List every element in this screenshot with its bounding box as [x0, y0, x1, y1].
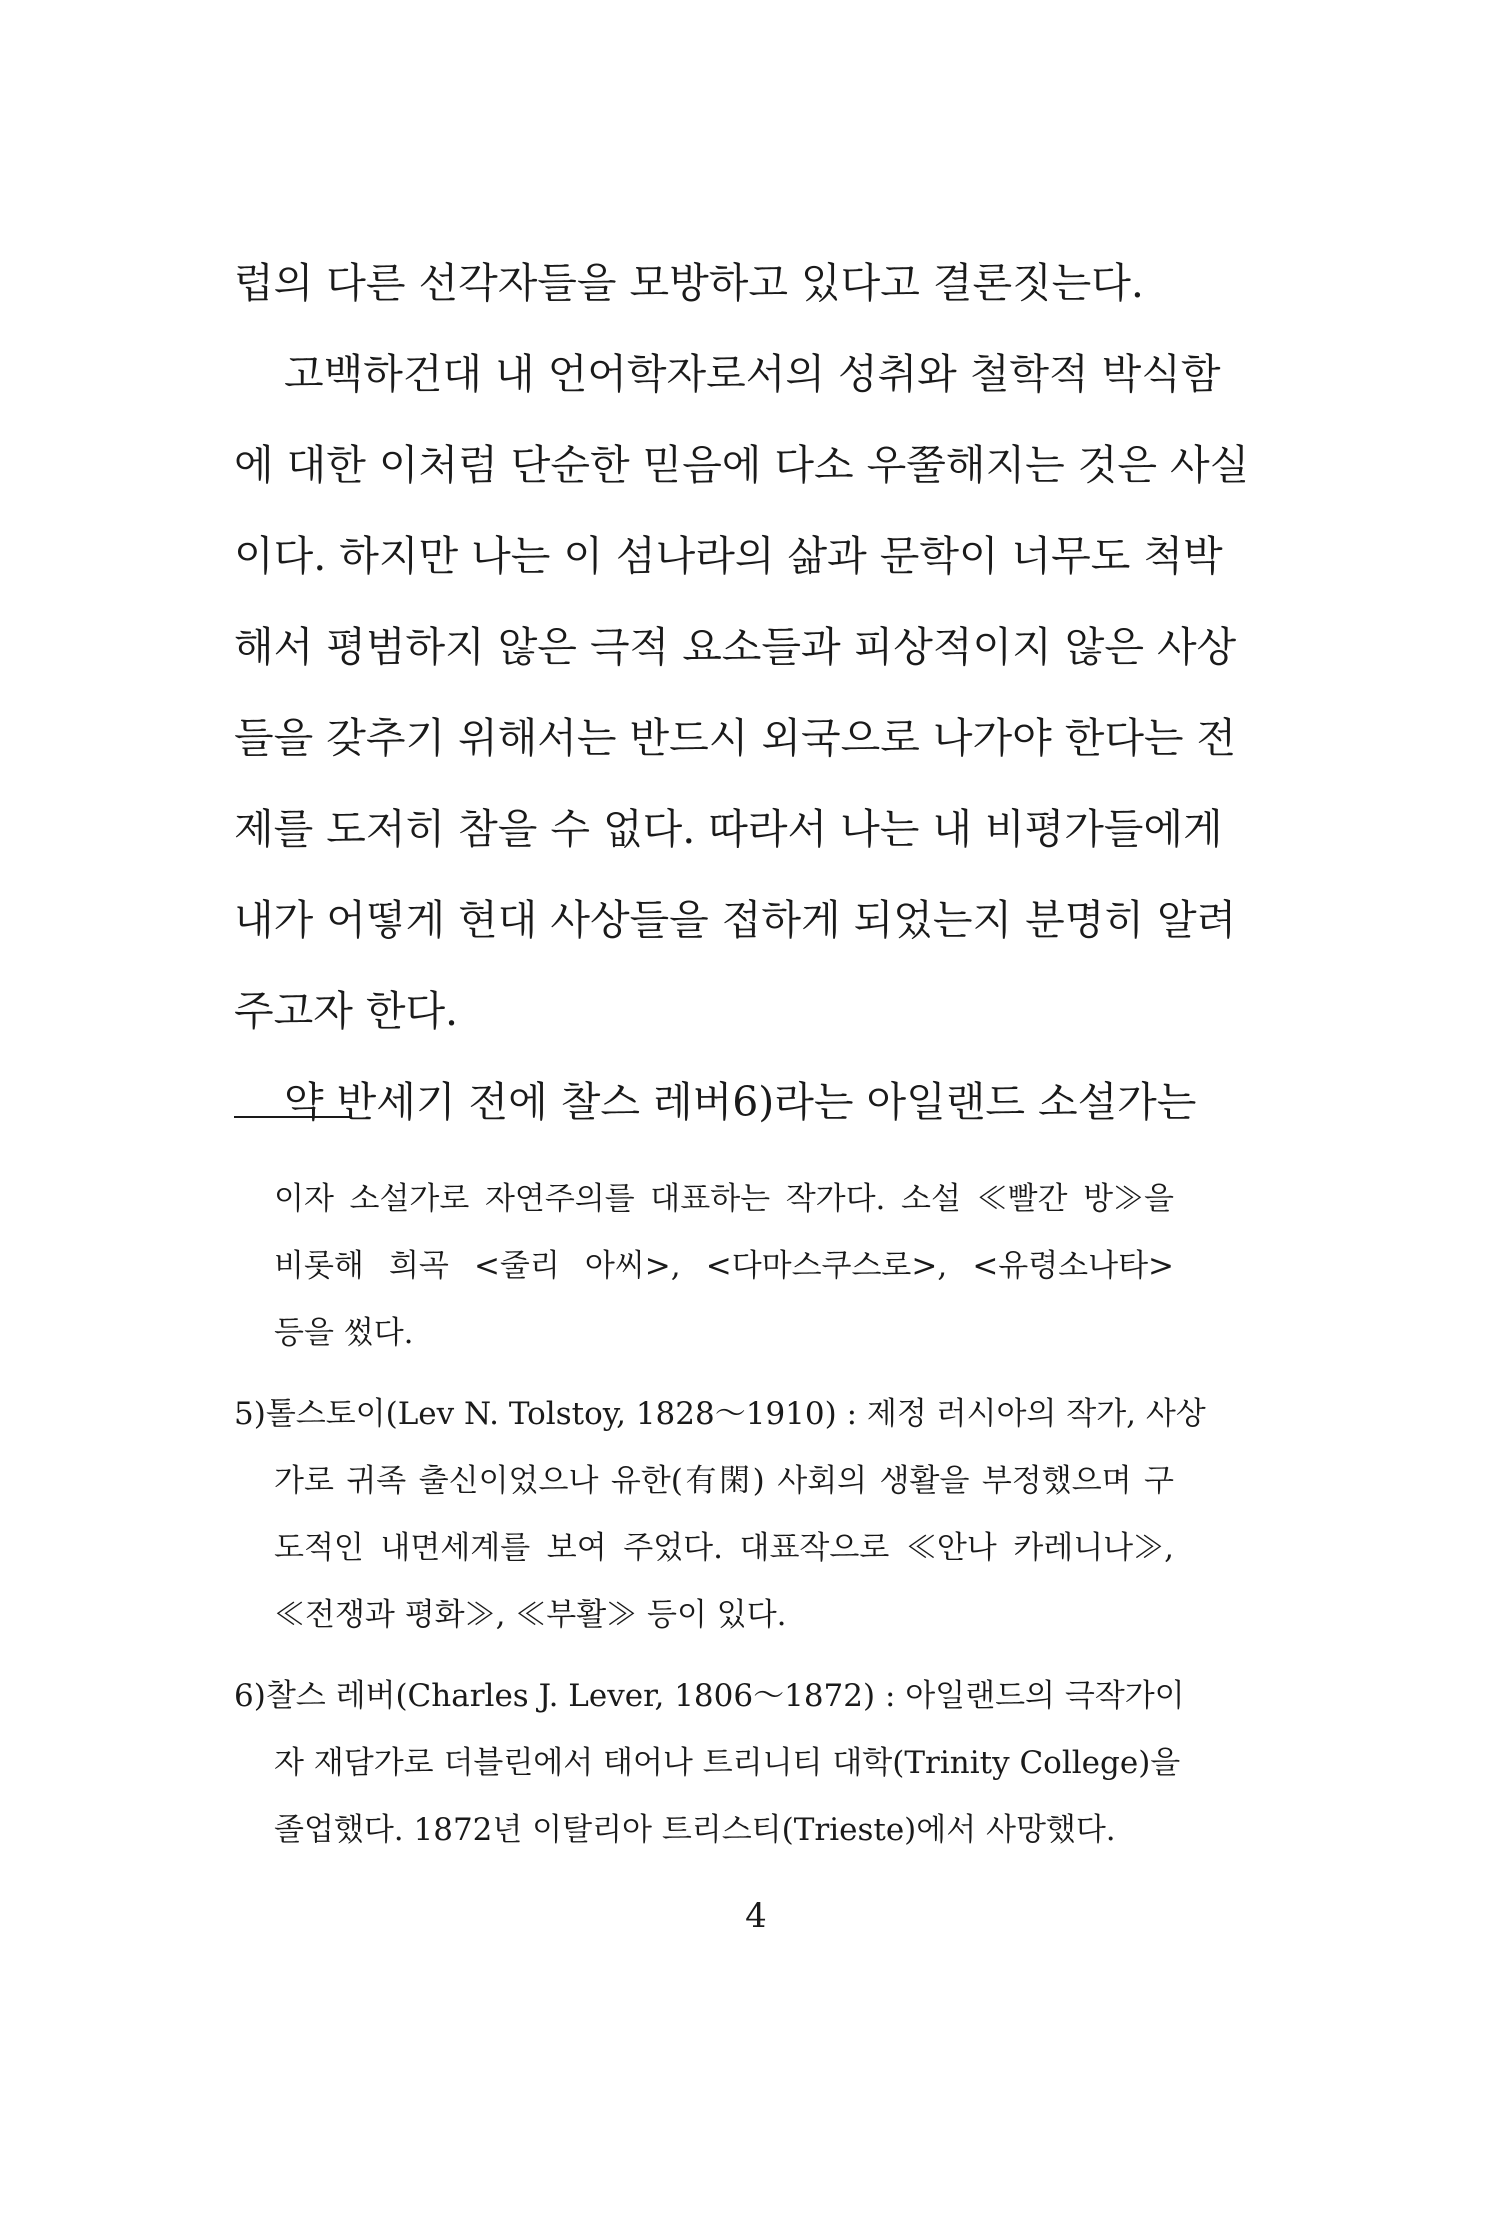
body-line: 제를 도저히 참을 수 없다. 따라서 나는 내 비평가들에게 — [234, 805, 1223, 853]
body-text — [234, 238, 1250, 1148]
body-line: 들을 갖추기 위해서는 반드시 외국으로 나가야 한다는 전 — [234, 714, 1237, 762]
footnote-5-text: 톨스토이(Lev N. Tolstoy, 1828～1910) : 제정 러시아의 작가, 사상 — [265, 1396, 1206, 1432]
footnote-5-line: 가로 귀족 출신이었으나 유한(有閑) 사회의 생활을 부정했으며 구 — [274, 1463, 1174, 1499]
footnote-4-line: 비롯해 희곡 <줄리 아씨>, <다마스쿠스로>, <유령소나타> — [274, 1248, 1174, 1284]
footnote-5-line — [234, 1381, 1206, 1448]
footnote-separator — [234, 1116, 352, 1118]
footnote-5-line: 도적인 내면세계를 보여 주었다. 대표작으로 ≪안나 카레니나≫, — [274, 1530, 1174, 1566]
footnote-6-line — [234, 1663, 1185, 1730]
body-line: 이다. 하지만 나는 이 섬나라의 삶과 문학이 너무도 척박 — [234, 532, 1223, 580]
body-line: 고백하건대 내 언어학자로서의 성취와 철학적 박식함 — [284, 350, 1221, 398]
body-line: 주고자 한다. — [234, 987, 459, 1035]
footnote-6-line: 자 재담가로 더블린에서 태어나 트리니티 대학(Trinity College)을 — [274, 1745, 1181, 1781]
page-number: 4 — [745, 1896, 767, 1936]
body-line: 에 대한 이처럼 단순한 믿음에 다소 우쭐해지는 것은 사실 — [234, 441, 1250, 489]
footnote-6-line: 졸업했다. 1872년 이탈리아 트리스티(Trieste)에서 사망했다. — [274, 1812, 1116, 1848]
body-line: 럽의 다른 선각자들을 모방하고 있다고 결론짓는다. — [234, 259, 1144, 307]
footnote-6-number: 6) — [234, 1678, 266, 1714]
footnote-5-line: ≪전쟁과 평화≫, ≪부활≫ 등이 있다. — [274, 1597, 787, 1633]
footnote-4-line: 이자 소설가로 자연주의를 대표하는 작가다. 소설 ≪빨간 방≫을 — [274, 1181, 1174, 1217]
footnote-6-text: 찰스 레버(Charles J. Lever, 1806～1872) : 아일랜드의 극작가이 — [265, 1678, 1185, 1714]
body-line: 내가 어떻게 현대 사상들을 접하게 되었는지 분명히 알려 — [234, 896, 1237, 944]
footnotes — [234, 1166, 1206, 1864]
footnote-5-number: 5) — [234, 1396, 266, 1432]
body-line: 약 반세기 전에 찰스 레버6)라는 아일랜드 소설가는 — [284, 1078, 1197, 1126]
footnote-4-line: 등을 썼다. — [274, 1315, 414, 1351]
body-line: 해서 평범하지 않은 극적 요소들과 피상적이지 않은 사상 — [234, 623, 1237, 671]
